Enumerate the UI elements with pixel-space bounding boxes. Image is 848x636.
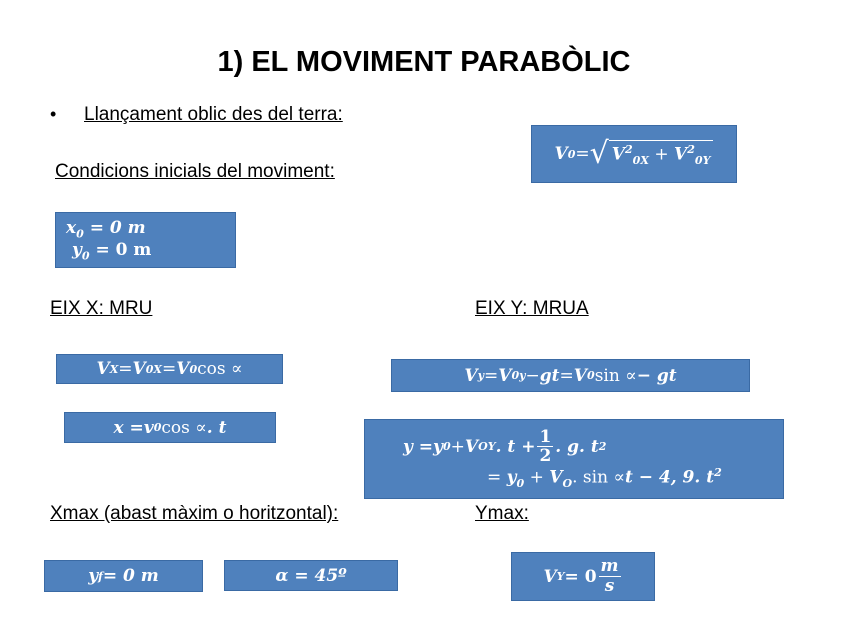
initial-conditions-formula: [55, 212, 236, 268]
y0-formula: $y_0 = 0$ m: [72, 240, 152, 263]
axis-y-heading: EIX Y: MRUA: [475, 298, 589, 319]
m-per-s-fraction: $\frac{m}{s}$: [600, 556, 619, 596]
x-position-formula: x = v 0 cos ∝ . t: [64, 412, 276, 443]
page-title: 1) EL MOVIMENT PARABÒLIC: [217, 46, 631, 78]
yf-formula: y f = 0 m: [44, 560, 203, 592]
vy-formula: V y = V 0y − gt = V 0 sin ∝ − gt: [391, 359, 750, 392]
initial-conditions-heading: Condicions inicials del moviment:: [55, 161, 335, 182]
y-position-line1: y = y 0 + V OY . t + $\frac{1}{2}$ . g. t 2: [403, 426, 607, 467]
launch-heading: Llançament oblic des del terra:: [84, 104, 343, 125]
ymax-heading: Ymax:: [475, 503, 529, 524]
x0-formula: $x_0 = 0$ m: [66, 217, 146, 240]
y-position-formula: [364, 419, 784, 499]
vx-formula: V X = V 0X = V 0 cos ∝: [56, 354, 283, 384]
sqrt-symbol: √ $V^2_{0X} + V^2_{0Y}$: [590, 140, 714, 168]
alpha-formula: α = 45º: [224, 560, 398, 591]
axis-x-heading: EIX X: MRU: [50, 298, 153, 319]
vy-zero-formula: V Y = 0 $\frac{m}{s}$: [511, 552, 655, 601]
v0-magnitude-formula: V 0 = √ $V^2_{0X} + V^2_{0Y}$: [531, 125, 737, 183]
xmax-heading: Xmax (abast màxim o horitzontal):: [50, 503, 339, 524]
bullet-icon: •: [50, 104, 57, 124]
one-half-fraction: $\frac{1}{2}$: [539, 426, 552, 467]
y-position-line2: = $y_0 + V_O$. sin ∝t − 4, 9. $t^2$: [487, 466, 722, 491]
